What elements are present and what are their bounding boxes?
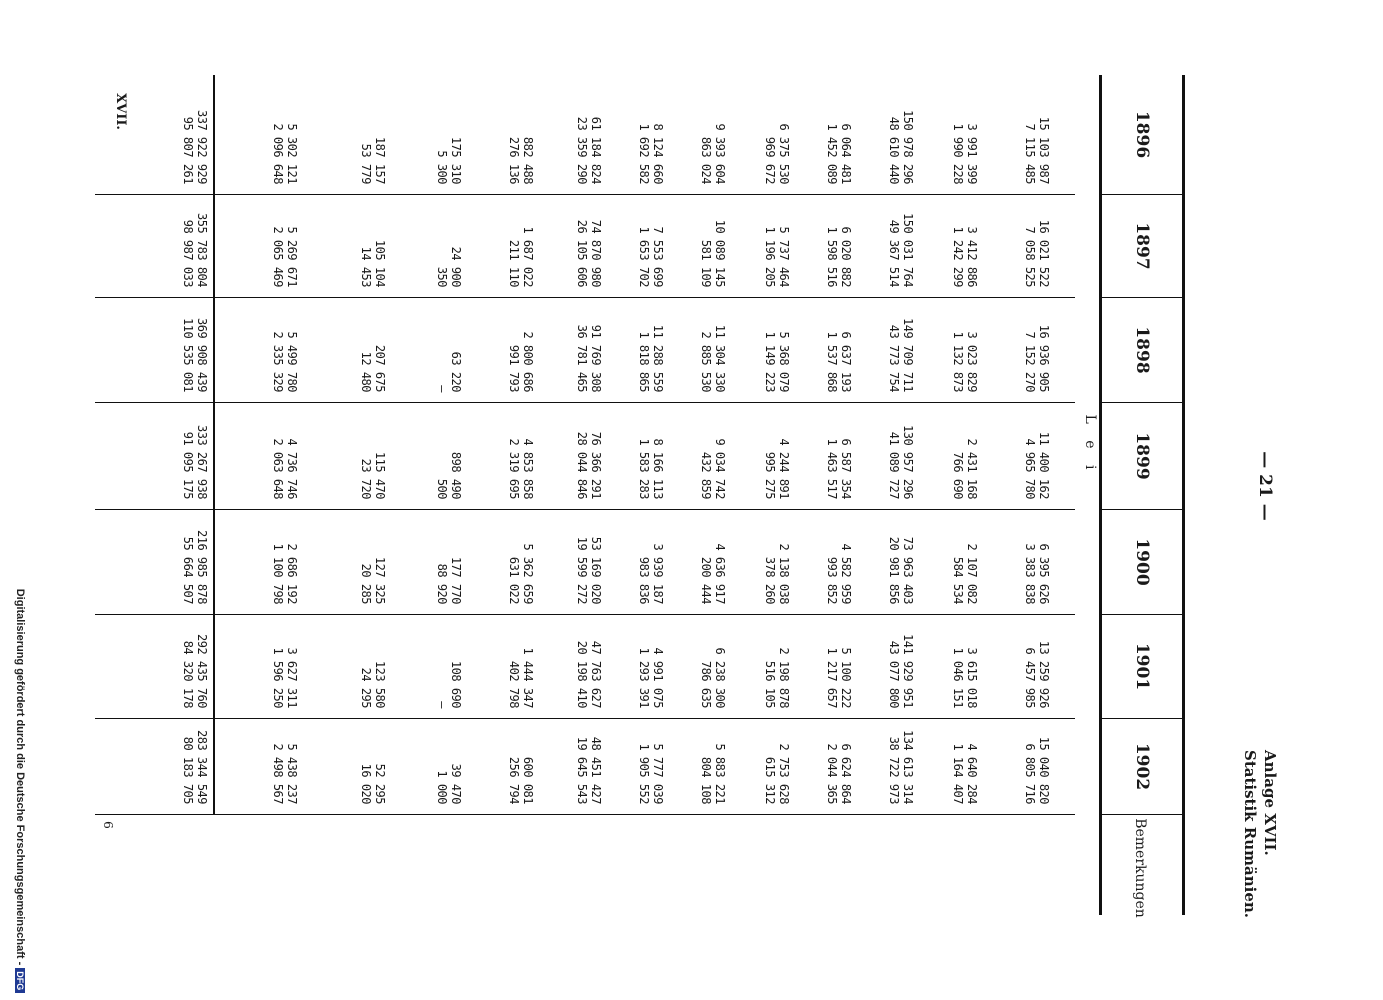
value-cell: 2 335 329 [271,331,285,392]
value-cell: 14 453 [359,246,373,287]
value-cell: 95 807 261 [181,116,195,184]
value-cell: 2 753 628 [777,743,791,804]
value-cell: 1 905 552 [637,743,651,804]
value-cell: 98 987 033 [181,219,195,287]
value-cell: 20 285 [359,563,373,604]
value-cell: 2 107 082 [965,543,979,604]
value-cell: 207 675 [373,344,387,392]
annex-title-line-1: Anlage XVII. [1261,750,1279,856]
value-cell: 6 064 481 [839,123,853,184]
value-cell: 20 981 856 [887,536,901,604]
value-cell: 3 383 838 [1023,543,1037,604]
value-cell: 41 089 727 [887,431,901,499]
value-cell: 584 534 [951,556,965,604]
year-header-1898: 1898 [1102,298,1182,403]
value-cell: 130 957 296 [901,425,915,499]
value-cell: 11 288 559 [651,324,665,392]
value-cell: 2 138 038 [777,543,791,604]
value-cell: 4 640 284 [965,743,979,804]
value-cell: 995 275 [763,451,777,499]
value-cell: 127 325 [373,556,387,604]
value-cell: 3 627 311 [285,647,299,708]
value-cell: 108 690 [449,660,463,708]
value-cell: 74 870 980 [589,219,603,287]
value-cell: 5 499 780 [285,331,299,392]
value-cell: 983 836 [637,556,651,604]
value-cell: 4 853 858 [521,438,535,499]
value-cell: 43 773 754 [887,324,901,392]
value-cell: 10 089 145 [713,219,727,287]
year-header-1896: 1896 [1102,75,1182,195]
value-cell: 5 100 222 [839,647,853,708]
year-column-1897 [95,195,1075,298]
value-cell: 16 021 522 [1037,219,1051,287]
statistics-table [95,75,1185,915]
annex-title-line-2: Statistik Rumänien. [1241,750,1259,919]
value-cell: 8 166 113 [651,438,665,499]
value-cell: 52 295 [373,763,387,804]
value-cell: 5 269 671 [285,226,299,287]
value-cell: 3 615 018 [965,647,979,708]
value-cell: 47 763 627 [589,640,603,708]
value-cell: 581 109 [699,239,713,287]
value-cell: 177 770 [449,556,463,604]
value-cell: 7 115 485 [1023,123,1037,184]
value-cell: 2 063 648 [271,438,285,499]
year-column-1902 [95,719,1075,815]
value-cell: 7 152 270 [1023,331,1037,392]
value-cell: 134 613 314 [901,730,915,804]
value-cell: 3 991 399 [965,123,979,184]
value-cell: 6 805 716 [1023,743,1037,804]
value-cell: 6 395 626 [1037,543,1051,604]
value-cell: 2 885 530 [699,331,713,392]
value-cell: 2 319 695 [507,438,521,499]
value-cell: 15 103 987 [1037,116,1051,184]
value-cell: 5 302 121 [285,123,299,184]
value-cell: 1 149 223 [763,331,777,392]
value-cell: 969 672 [763,136,777,184]
value-cell: 11 400 162 [1037,431,1051,499]
digitization-credit [14,291,26,1000]
value-cell: 24 295 [359,667,373,708]
value-cell: 882 488 [521,136,535,184]
value-cell: 4 582 959 [839,543,853,604]
value-cell: 1 687 022 [521,226,535,287]
remarks-header-cell [1102,815,1182,915]
page-number: — 21 — [1254,451,1275,521]
value-cell: 187 157 [373,136,387,184]
value-cell: 2 044 365 [825,743,839,804]
table-header-row [1099,75,1185,915]
value-cell: 9 034 742 [713,438,727,499]
value-cell: 631 022 [507,556,521,604]
value-cell: 1 132 873 [951,331,965,392]
value-cell: 378 260 [763,556,777,604]
value-cell: 8 124 660 [651,123,665,184]
value-cell: 105 104 [373,239,387,287]
value-cell: 20 198 410 [575,640,589,708]
value-cell: 2 198 878 [777,647,791,708]
value-cell: 1 653 702 [637,226,651,287]
value-cell: 73 963 403 [901,536,915,604]
value-cell: 804 108 [699,756,713,804]
value-cell: 1 452 089 [825,123,839,184]
year-header-1899: 1899 [1102,403,1182,510]
value-cell: 6 238 300 [713,647,727,708]
value-cell: 23 720 [359,458,373,499]
value-cell: 23 359 290 [575,116,589,184]
value-cell: 1 046 151 [951,647,965,708]
value-cell: 19 645 543 [575,736,589,804]
value-cell: 276 136 [507,136,521,184]
value-cell: 88 920 [435,563,449,604]
dfg-logo-icon: DFG [15,968,25,993]
value-cell: 1 293 391 [637,647,651,708]
value-cell: 6 624 864 [839,743,853,804]
year-header-1897: 1897 [1102,195,1182,298]
value-cell: — [435,385,449,392]
value-cell: 1 242 299 [951,226,965,287]
value-cell: 6 587 354 [839,438,853,499]
value-cell: 7 553 699 [651,226,665,287]
value-cell: 4 965 780 [1023,438,1037,499]
year-header-1901: 1901 [1102,615,1182,719]
value-cell: 863 024 [699,136,713,184]
value-cell: 3 412 886 [965,226,979,287]
value-cell: 6 457 985 [1023,647,1037,708]
value-cell: 5 362 659 [521,543,535,604]
value-cell: 63 220 [449,351,463,392]
value-cell: 5 737 464 [777,226,791,287]
value-cell: 333 267 938 [195,425,209,499]
value-cell: 53 779 [359,143,373,184]
value-cell: 898 490 [449,451,463,499]
value-cell: 28 044 846 [575,431,589,499]
value-cell: 1 000 [435,770,449,804]
value-cell: 6 375 530 [777,123,791,184]
year-column-1896 [95,75,1075,195]
value-cell: 4 636 917 [713,543,727,604]
value-cell: 5 777 039 [651,743,665,804]
remarks-column-header: Bemerkungen [1131,818,1148,918]
value-cell: 24 900 [449,246,463,287]
value-cell: 1 463 517 [825,438,839,499]
value-cell: 337 922 929 [195,110,209,184]
value-cell: 11 304 330 [713,324,727,392]
value-cell: 216 985 878 [195,530,209,604]
value-cell: 61 184 824 [589,116,603,184]
value-cell: 175 310 [449,136,463,184]
value-cell: 53 169 020 [589,536,603,604]
year-column-1901 [95,615,1075,719]
value-cell: 1 444 347 [521,647,535,708]
value-cell: 993 852 [825,556,839,604]
value-cell: 516 105 [763,660,777,708]
value-cell: 2 431 168 [965,438,979,499]
value-cell: 786 635 [699,660,713,708]
value-cell: 1 164 407 [951,743,965,804]
value-cell: 2 686 192 [285,543,299,604]
value-cell: 1 990 228 [951,123,965,184]
value-cell: 4 736 746 [285,438,299,499]
value-cell: 500 [435,478,449,499]
value-cell: 6 637 193 [839,331,853,392]
value-cell: 38 722 973 [887,736,901,804]
value-cell: 1 196 205 [763,226,777,287]
value-cell: 355 783 804 [195,213,209,287]
value-cell: 2 065 469 [271,226,285,287]
value-cell: 991 793 [507,344,521,392]
value-cell: 256 794 [507,756,521,804]
sheet-number: 6 [100,821,115,829]
value-cell: 1 100 798 [271,543,285,604]
value-cell: 39 470 [449,763,463,804]
value-cell: 766 690 [951,451,965,499]
totals-rule [213,75,215,815]
value-cell: 5 883 221 [713,743,727,804]
value-cell: 12 480 [359,351,373,392]
annex-title [1240,750,1280,930]
value-cell: 2 800 686 [521,331,535,392]
value-cell: 149 709 711 [901,318,915,392]
value-cell: 110 535 081 [181,318,195,392]
value-cell: 211 110 [507,239,521,287]
value-cell: 600 081 [521,756,535,804]
value-cell: 84 320 178 [181,640,195,708]
value-cell: 283 344 549 [195,730,209,804]
value-cell: 350 [435,266,449,287]
value-cell: 5 438 237 [285,743,299,804]
value-cell: 150 031 764 [901,213,915,287]
value-cell: 13 259 926 [1037,640,1051,708]
value-cell: 91 769 308 [589,324,603,392]
year-header-1902: 1902 [1102,719,1182,815]
value-cell: 115 470 [373,451,387,499]
value-cell: 55 664 507 [181,536,195,604]
value-cell: 91 095 175 [181,431,195,499]
value-cell: 80 183 705 [181,736,195,804]
value-cell: 2 096 648 [271,123,285,184]
value-cell: 43 077 800 [887,640,901,708]
value-cell: 16 936 905 [1037,324,1051,392]
value-cell: 48 451 427 [589,736,603,804]
value-cell: 1 596 250 [271,647,285,708]
value-cell: 1 818 865 [637,331,651,392]
value-cell: — [435,701,449,708]
value-cell: 26 105 606 [575,219,589,287]
year-column-1900 [95,510,1075,615]
year-column-1898 [95,298,1075,403]
value-cell: 200 444 [699,556,713,604]
annex-footer-label: XVII. [112,93,128,130]
credit-text: Digitalisierung gefördert durch die Deutsche Forschungsgemeinschaft - [14,588,26,966]
value-cell: 141 929 951 [901,634,915,708]
value-cell: 150 978 296 [901,110,915,184]
currency-section-label: L e i [1082,414,1098,476]
value-cell: 49 367 514 [887,219,901,287]
value-cell: 1 537 868 [825,331,839,392]
value-cell: 48 610 440 [887,116,901,184]
value-cell: 3 023 829 [965,331,979,392]
value-cell: 16 020 [359,763,373,804]
value-cell: 15 040 820 [1037,736,1051,804]
value-cell: 402 798 [507,660,521,708]
table-body [95,75,1075,815]
value-cell: 1 217 657 [825,647,839,708]
value-cell: 1 692 582 [637,123,651,184]
value-cell: 123 580 [373,660,387,708]
value-cell: 292 435 760 [195,634,209,708]
value-cell: 6 020 882 [839,226,853,287]
value-cell: 36 781 465 [575,324,589,392]
year-column-1899 [95,403,1075,510]
value-cell: 76 366 291 [589,431,603,499]
value-cell: 432 859 [699,451,713,499]
value-cell: 19 599 272 [575,536,589,604]
value-cell: 1 598 516 [825,226,839,287]
value-cell: 4 244 891 [777,438,791,499]
value-cell: 9 393 604 [713,123,727,184]
value-cell: 5 300 [435,150,449,184]
year-header-1900: 1900 [1102,510,1182,615]
value-cell: 4 991 075 [651,647,665,708]
value-cell: 5 368 079 [777,331,791,392]
value-cell: 7 058 525 [1023,226,1037,287]
value-cell: 369 908 439 [195,318,209,392]
value-cell: 615 312 [763,756,777,804]
value-cell: 2 498 567 [271,743,285,804]
value-cell: 3 939 187 [651,543,665,604]
value-cell: 1 583 283 [637,438,651,499]
